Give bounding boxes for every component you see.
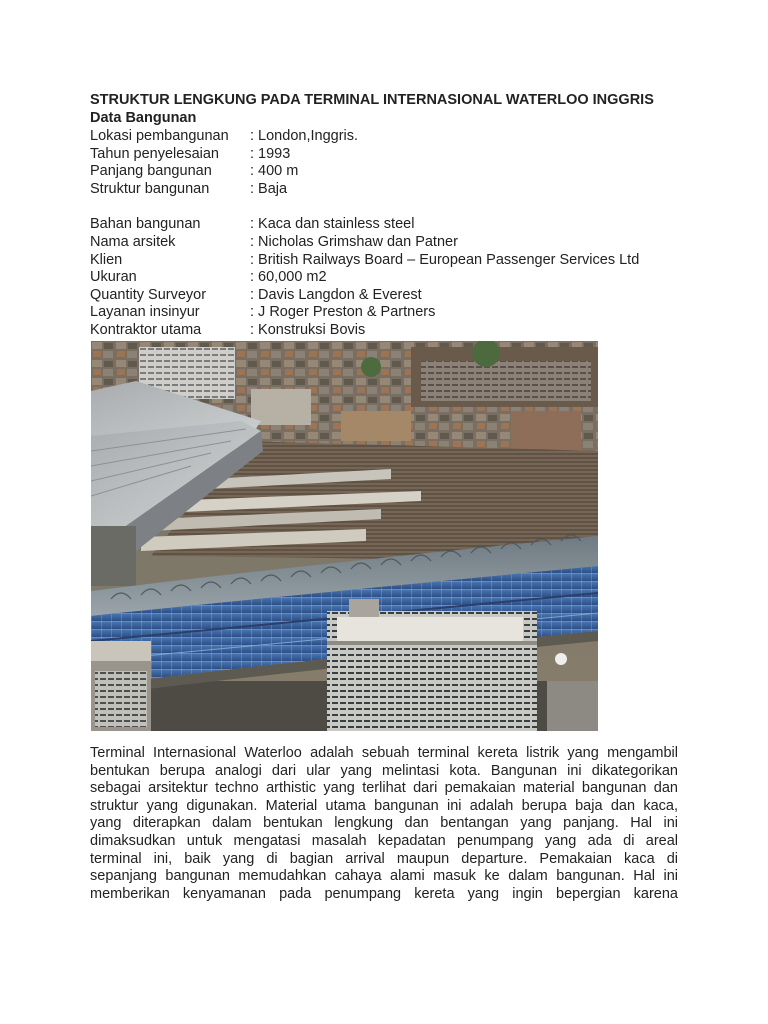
paragraph-line: memberikan kenyamanan pada penumpang kereta yang ingin bepergian karena — [90, 885, 678, 902]
info-label: Lokasi pembangunan — [90, 128, 229, 144]
aerial-photo-waterloo-terminal — [91, 341, 598, 731]
info-row — [90, 216, 678, 234]
paragraph-line: sebagai arsitektur techno arthistic yang terlihat dari pemakaian material bangunan dan — [90, 780, 678, 797]
paragraph-line: yang diterapkan dalam bentukan lengkung dan bentangan yang panjang. Hal ini — [90, 815, 678, 832]
paragraph-line: Terminal Internasional Waterloo adalah sebuah terminal kereta listrik yang mengambil — [90, 745, 678, 761]
info-label: Quantity Surveyor — [90, 286, 207, 303]
section-heading: Data Bangunan — [90, 110, 197, 126]
info-label: Klien — [90, 251, 123, 268]
info-value: : Davis Langdon & Everest — [250, 286, 422, 303]
info-value: : Konstruksi Bovis — [250, 321, 366, 338]
info-label: Nama arsitek — [90, 233, 176, 250]
info-row — [90, 322, 678, 340]
info-label: Kontraktor utama — [90, 321, 202, 338]
info-value: : London,Inggris. — [250, 128, 359, 144]
info-row — [90, 163, 678, 181]
info-value: : J Roger Preston & Partners — [250, 304, 436, 321]
info-row — [90, 146, 678, 164]
info-row — [90, 234, 678, 252]
info-value: : Nicholas Grimshaw dan Patner — [250, 233, 458, 250]
info-label: Tahun penyelesaian — [90, 145, 219, 162]
info-value: : 1993 — [250, 145, 291, 162]
document-title: STRUKTUR LENGKUNG PADA TERMINAL INTERNASIONAL WATERLOO INGGRIS — [90, 92, 654, 108]
paragraph-line: bentukan berupa analogi dari ular yang melintasi kota. Bangunan ini dikategorikan — [90, 762, 678, 779]
info-label: Ukuran — [90, 269, 137, 286]
paragraph-line: terminal ini, baik yang di bagian arrival maupun departure. Pemakaian kaca di — [90, 850, 678, 867]
info-label: Struktur bangunan — [90, 180, 210, 197]
spacer — [90, 198, 678, 216]
info-list-b — [90, 216, 678, 339]
document-header — [90, 91, 678, 340]
paragraph-line: sepanjang bangunan memudahkan cahaya alami masuk ke dalam bangunan. Hal ini — [90, 868, 678, 885]
info-value: : 400 m — [250, 163, 299, 180]
info-list-a — [90, 128, 678, 198]
info-label: Layanan insinyur — [90, 304, 200, 321]
info-value: : 60,000 m2 — [250, 269, 327, 286]
info-row — [90, 181, 678, 199]
info-row — [90, 304, 678, 322]
body-paragraph — [90, 745, 678, 903]
info-row — [90, 128, 678, 146]
info-row — [90, 287, 678, 305]
info-row — [90, 269, 678, 287]
info-label: Panjang bangunan — [90, 163, 212, 180]
paragraph-line: dimaksudkan untuk mengatasi masalah kepadatan penumpang yang ada di areal — [90, 832, 678, 849]
info-row — [90, 252, 678, 270]
info-value: : British Railways Board – European Passenger Services Ltd — [250, 251, 640, 268]
paragraph-line: struktur yang digunakan. Material utama bangunan ini adalah berupa baja dan kaca, — [90, 797, 678, 814]
info-value: : Baja — [250, 180, 288, 197]
info-label: Bahan bangunan — [90, 216, 201, 233]
info-value: : Kaca dan stainless steel — [250, 216, 415, 233]
